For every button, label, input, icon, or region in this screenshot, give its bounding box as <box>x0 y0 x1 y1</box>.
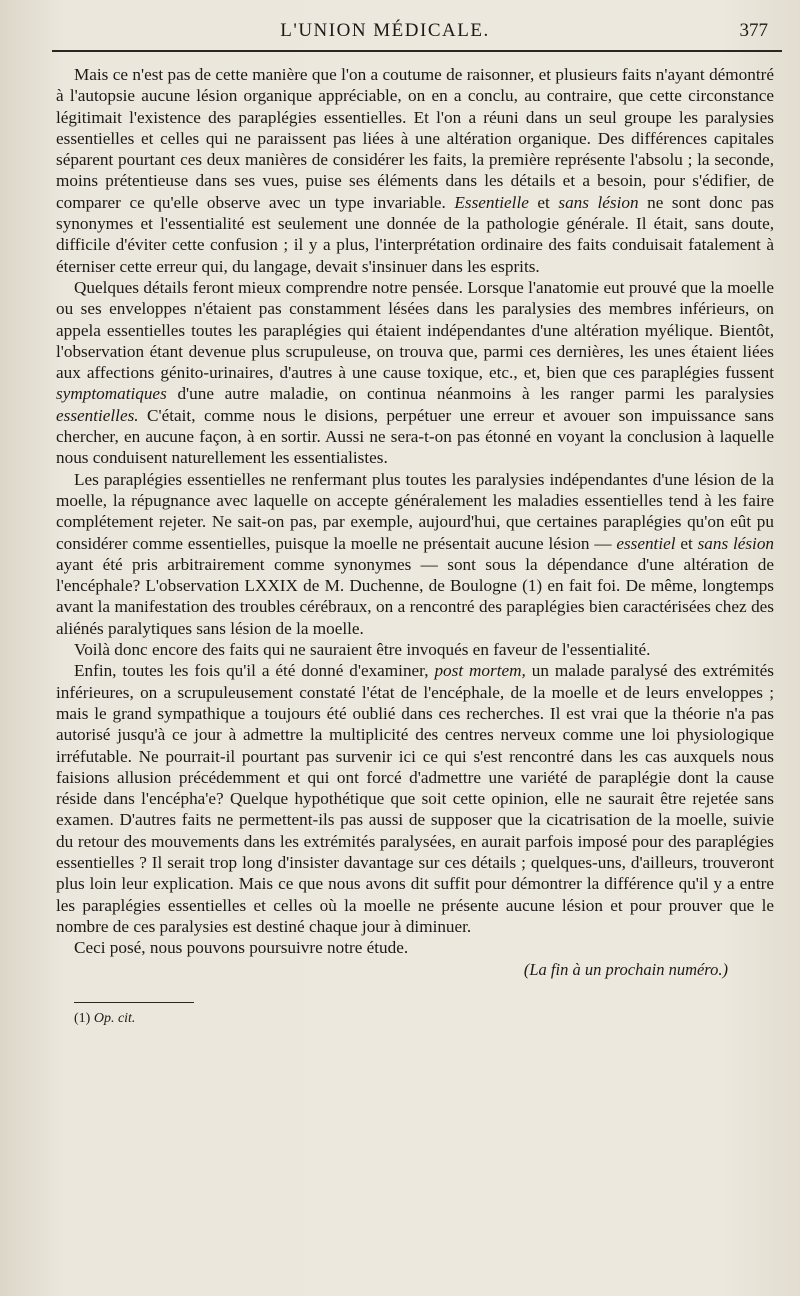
page-number: 377 <box>739 20 768 41</box>
text-run: d'une autre maladie, on continua néanmoins à les ranger parmi les paralysies <box>166 384 774 404</box>
italic-text: sans lésion <box>558 192 639 212</box>
paragraph <box>56 469 774 639</box>
continuation-note: (La fin à un prochain numéro.) <box>523 960 728 980</box>
text-run: Les paraplégies essentielles ne renfermant plus toutes les paralysies indépendantes d'une lésion de la moelle, la répugnance avec laquelle on accepte généralement les maladies essentielles tend à les faire complétement rejeter. Ne sait-on pas, par exemple, aujourd'hui, que certaines paraplégies qu'on eût pu considérer comme essentielles, puisque la moelle ne présentait aucune lésion — <box>56 469 774 553</box>
italic-text: essentielles. <box>56 405 139 425</box>
text-run: ne sont donc pas synonymes et l'essentialité est seulement une donnée de la pathologie générale. Il était, sans doute, difficile d'éviter cette confusion ; il y a plus, l'interprétation ordinaire des faits conduisait fatalement à éterniser cette erreur qui, du langage, devait s'insinuer dans les esprits. <box>56 192 774 276</box>
text-run: ayant été pris arbitrairement comme synonymes — sont sous la dépendance d'une altération de l'encéphale? L'observation LXXIX de M. Duchenne, de Boulogne (1) en fait foi. De même, longtemps avant la manifestation des troubles cérébraux, on a rencontré des paraplégies bien caractérisées chez des aliénés paralytiques sans lésion de la moelle. <box>56 554 774 638</box>
text-run: et <box>528 192 559 212</box>
footnote-marker: (1) <box>74 1011 91 1027</box>
text-run: C'était, comme nous le disions, perpétuer une erreur et avouer son impuissance sans chercher, en aucune façon, à en sortir. Aussi ne sera-t-on pas étonné en voyant la conclusion à laquelle nous conduisent naturellement les essentialistes. <box>56 405 774 468</box>
text-run: Enfin, toutes les fois qu'il a été donné d'examiner, <box>74 661 435 681</box>
paragraph <box>56 639 774 660</box>
text-run: Voilà donc encore des faits qui ne sauraient être invoqués en faveur de l'essentialité. <box>74 640 651 660</box>
italic-text: post mortem, <box>434 661 526 681</box>
paragraph <box>56 277 774 469</box>
header-rule <box>52 50 782 52</box>
text-run: Quelques détails feront mieux comprendre notre pensée. Lorsque l'anatomie eut prouvé que la moelle ou ses enveloppes n'étaient pas constamment lésées dans les paralysies des membres inférieurs, on appela essentielles toutes les paraplégies qui étaient indépendantes d'une altération myélique. Bientôt, l'observation étant devenue plus scrupuleuse, on trouva que, parmi ces dernières, les unes étaient liées aux affections génito-urinaires, d'autres à une cause toxique, etc., et, bien que ces paraplégies fussent <box>56 277 774 383</box>
text-run: un malade paralysé des extrémités inférieures, on a scrupuleusement constaté l'état de l'encéphale, de la moelle et de leurs enveloppes ; mais le grand sympathique a toujours été oublié dans ces recherches. Il est vrai que la théorie n'a pas autorisé jusqu'à ce jour à admettre la multiplicité des centres nerveux comme une loi physiologique irréfutable. Ne pourrait-il pourtant pas survenir ici ce qui s'est rencontré dans les cas auxquels nous faisions allusion précédemment et qui ont forcé d'admettre une variété de paraplégie dont la cause réside dans l'encépha'e? Quelque hypothétique que soit cette opinion, elle ne saurait être rejetée sans examen. D'autres faits ne permettent-ils pas aussi de supposer que la cicatrisation de la moelle, suivie du retour des mouvements dans les extrémités paralysées, en aurait parfois imposé pour des paraplégies essentielles ? Il serait trop long d'insister davantage sur ces détails ; quelques-uns, d'ailleurs, trouveront plus loin leur explication. Mais ce que nous avons dit suffit pour démontrer la différence qu'il y a entre les paraplégies essentielles et celles où la moelle ne présente aucune lésion et pour prouver que le nombre de ces paralysies est destiné chaque jour à diminuer. <box>56 661 774 936</box>
journal-title: L'UNION MÉDICALE. <box>280 20 490 41</box>
footnote-rule <box>74 1002 194 1003</box>
paragraph <box>56 64 774 277</box>
running-header <box>56 12 774 50</box>
text-run: Mais ce n'est pas de cette manière que l'on a coutume de raisonner, et plusieurs faits n'ayant démontré à l'autopsie aucune lésion organique appréciable, on en a conclu, au contraire, que cette circonstance légitimait l'existence des paraplégies essentielles. Et l'on a réuni dans un seul groupe les paralysies essentielles et celles qui ne paraissent pas liées à une altération organique. Des différences capitales séparent pourtant ces deux manières de considérer les faits, la première représente l'absolu ; la seconde, moins prétentieuse dans ses vues, puise ses éléments dans les détails et a besoin, pour s'édifier, de comparer ce qu'elle observe avec un type invariable. <box>56 65 774 212</box>
text-run: et <box>675 533 698 553</box>
italic-text: sans lésion <box>697 533 775 553</box>
paragraph <box>56 660 774 937</box>
footnote-citation: Op. cit. <box>93 1011 136 1027</box>
italic-text: essentiel <box>616 533 676 553</box>
footnote <box>74 1011 774 1027</box>
italic-text: symptomatiques <box>56 384 167 404</box>
italic-text: Essentielle <box>454 192 529 212</box>
text-run: Ceci posé, nous pouvons poursuivre notre étude. <box>74 938 409 958</box>
article-body <box>56 64 774 958</box>
paragraph <box>56 937 774 958</box>
